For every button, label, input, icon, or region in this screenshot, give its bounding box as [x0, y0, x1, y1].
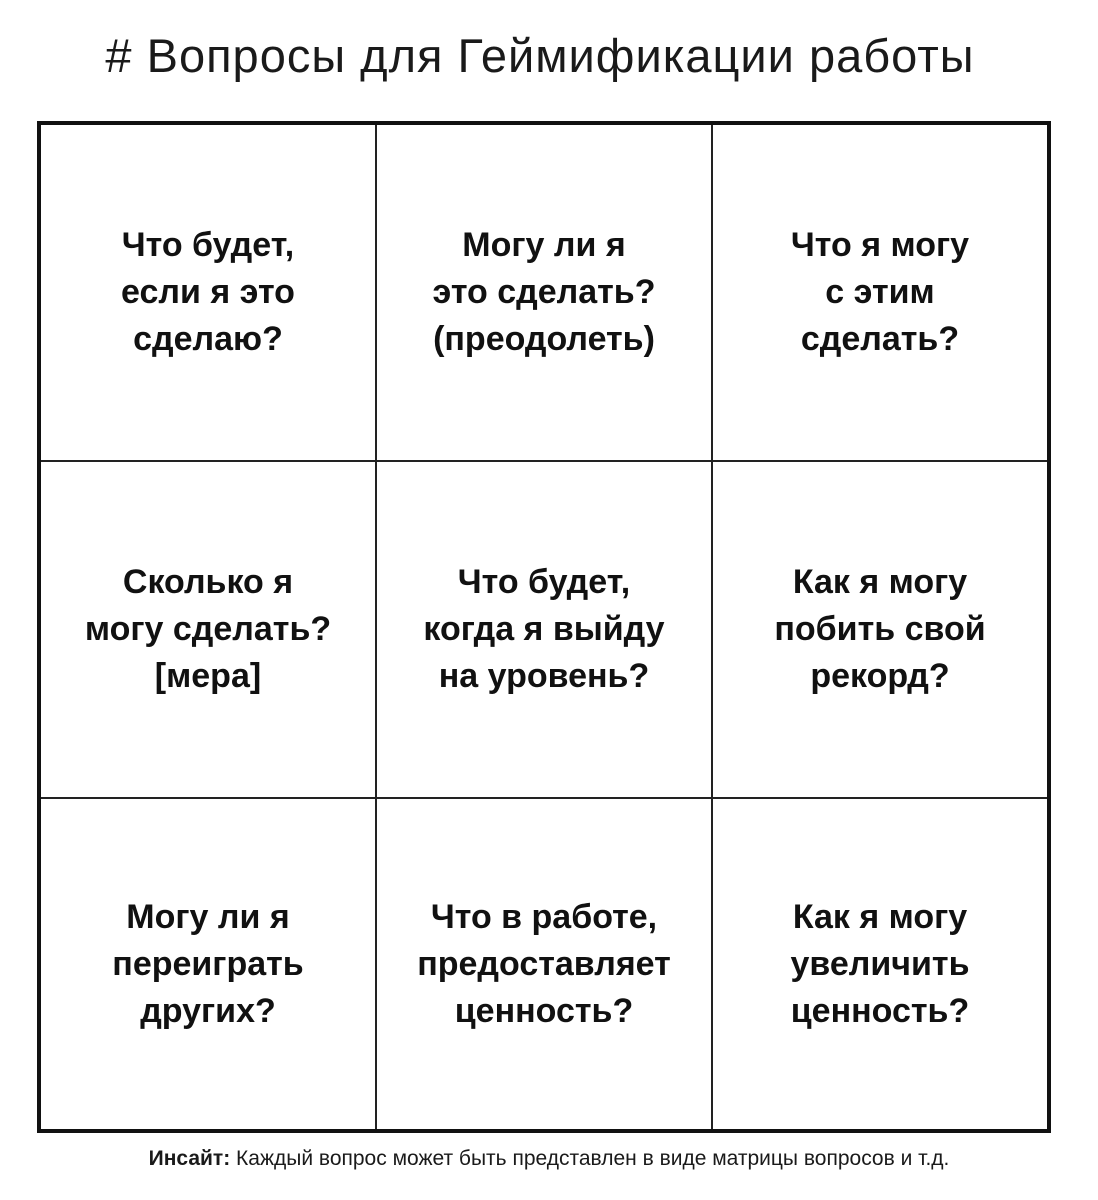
matrix-cell-text: Могу ли я это сделать? (преодолеть): [432, 226, 656, 358]
matrix-cell: [377, 462, 713, 799]
matrix-cell-text: Что я могу с этим сделать?: [790, 226, 970, 358]
matrix-cell: [713, 799, 1047, 1129]
matrix-cell: [41, 799, 377, 1129]
matrix-cell-text: Что будет, если я это сделаю?: [121, 226, 295, 358]
question-matrix: [37, 121, 1051, 1133]
matrix-cell-text: Как я могу побить свой рекорд?: [774, 563, 986, 695]
insight-text: Каждый вопрос может быть представлен в виде матрицы вопросов и т.д.: [230, 1147, 950, 1170]
matrix-cell: [41, 462, 377, 799]
matrix-cell: [713, 125, 1047, 462]
matrix-cell: [41, 125, 377, 462]
insight-label: Инсайт:: [148, 1147, 231, 1170]
matrix-cell-text: Что будет, когда я выйду на уровень?: [423, 563, 665, 695]
matrix-cell-text: Сколько я могу сделать? [мера]: [84, 563, 332, 695]
matrix-cell: [377, 799, 713, 1129]
matrix-cell-text: Могу ли я переиграть других?: [112, 897, 304, 1030]
matrix-cell: [713, 462, 1047, 799]
matrix-cell-text: Как я могу увеличить ценность?: [790, 897, 970, 1030]
matrix-cell-text: Что в работе, предоставляет ценность?: [417, 897, 671, 1030]
insight-footer: [0, 1147, 1098, 1171]
matrix-cell: [377, 125, 713, 462]
page-title: # Вопросы для Геймификации работы: [105, 29, 975, 82]
